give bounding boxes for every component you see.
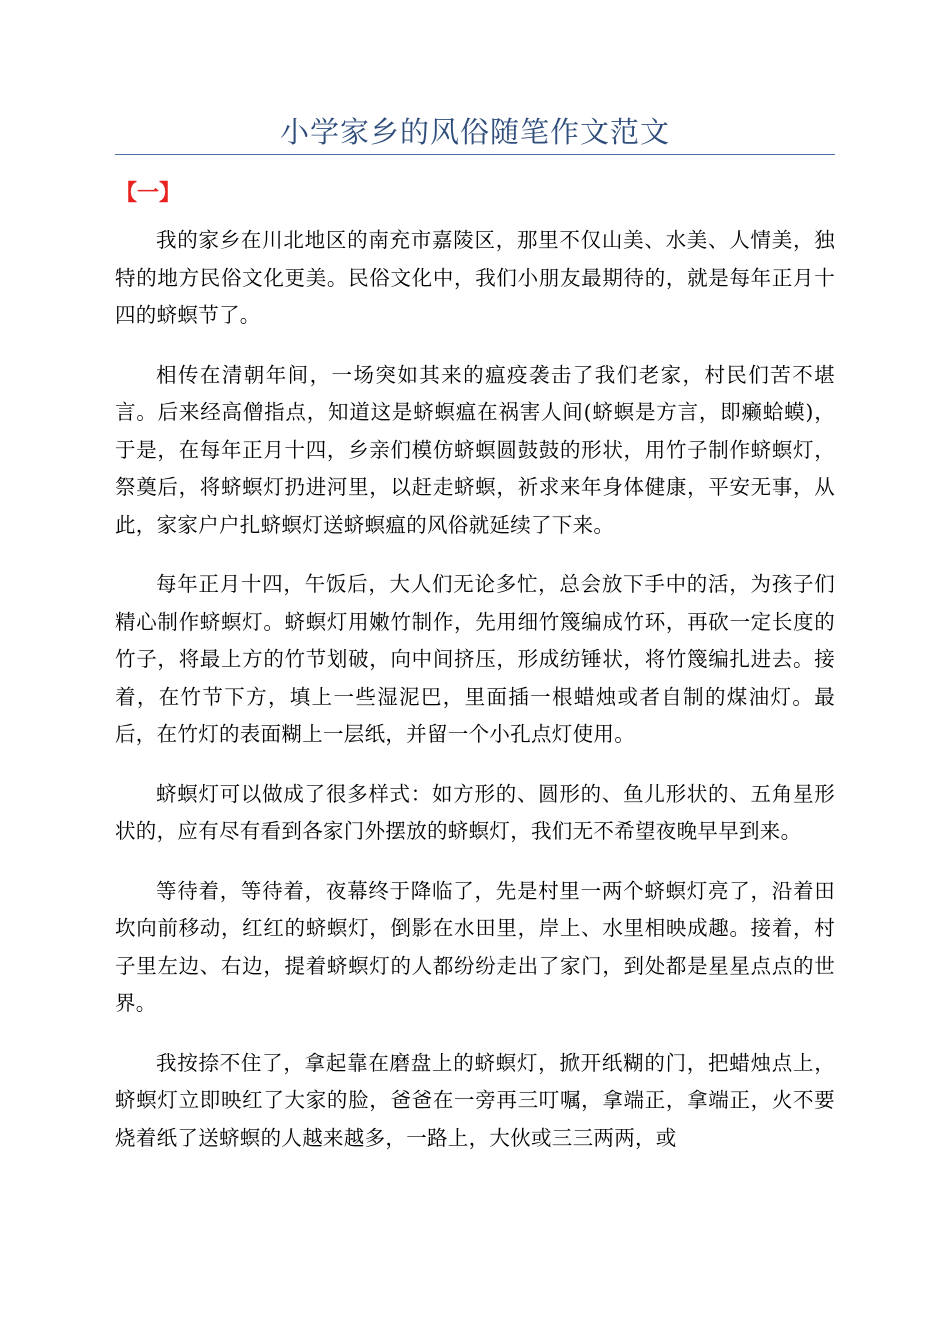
section-label: 【一】 <box>115 180 182 206</box>
title-underline <box>115 154 835 155</box>
paragraph: 蛴螟灯可以做成了很多样式：如方形的、圆形的、鱼儿形状的、五角星形状的，应有尽有看到各家门外摆放的蛴螟灯，我们无不希望夜晚早早到来。 <box>115 781 835 843</box>
page-title: 小学家乡的风俗随笔作文范文 <box>279 115 670 149</box>
paragraph: 我按捺不住了，拿起靠在磨盘上的蛴螟灯，掀开纸糊的门，把蜡烛点上，蛴螟灯立即映红了大家的脸，爸爸在一旁再三叮嘱，拿端正，拿端正，火不要烧着纸了送蛴螟的人越来越多，一路上，大伙或三三两两，或 <box>115 1050 835 1150</box>
article-body <box>115 222 835 1179</box>
paragraph: 每年正月十四，午饭后，大人们无论多忙，总会放下手中的活，为孩子们精心制作蛴螟灯。蛴螟灯用嫩竹制作，先用细竹篾编成竹环，再砍一定长度的竹子，将最上方的竹节划破，向中间挤压，形成纺锤状，将竹篾编扎进去。接着，在竹节下方，填上一些湿泥巴，里面插一根蜡烛或者自制的煤油灯。最后，在竹灯的表面糊上一层纸，并留一个小孔点灯使用。 <box>115 572 835 746</box>
paragraph: 我的家乡在川北地区的南充市嘉陵区，那里不仅山美、水美、人情美，独特的地方民俗文化更美。民俗文化中，我们小朋友最期待的，就是每年正月十四的蛴螟节了。 <box>115 228 835 327</box>
paragraph: 等待着，等待着，夜幕终于降临了，先是村里一两个蛴螟灯亮了，沿着田坎向前移动，红红的蛴螟灯，倒影在水田里，岸上、水里相映成趣。接着，村子里左边、右边，提着蛴螟灯的人都纷纷走出了家门，到处都是星星点点的世界。 <box>115 878 835 1015</box>
paragraph: 相传在清朝年间，一场突如其来的瘟疫袭击了我们老家，村民们苦不堪言。后来经高僧指点，知道这是蛴螟瘟在祸害人间(蛴螟是方言，即癞蛤蟆)，于是，在每年正月十四，乡亲们模仿蛴螟圆鼓鼓的形状，用竹子制作蛴螟灯，祭奠后，将蛴螟灯扔进河里，以赶走蛴螟，祈求来年身体健康，平安无事，从此，家家户户扎蛴螟灯送蛴螟瘟的风俗就延续了下来。 <box>115 362 835 537</box>
